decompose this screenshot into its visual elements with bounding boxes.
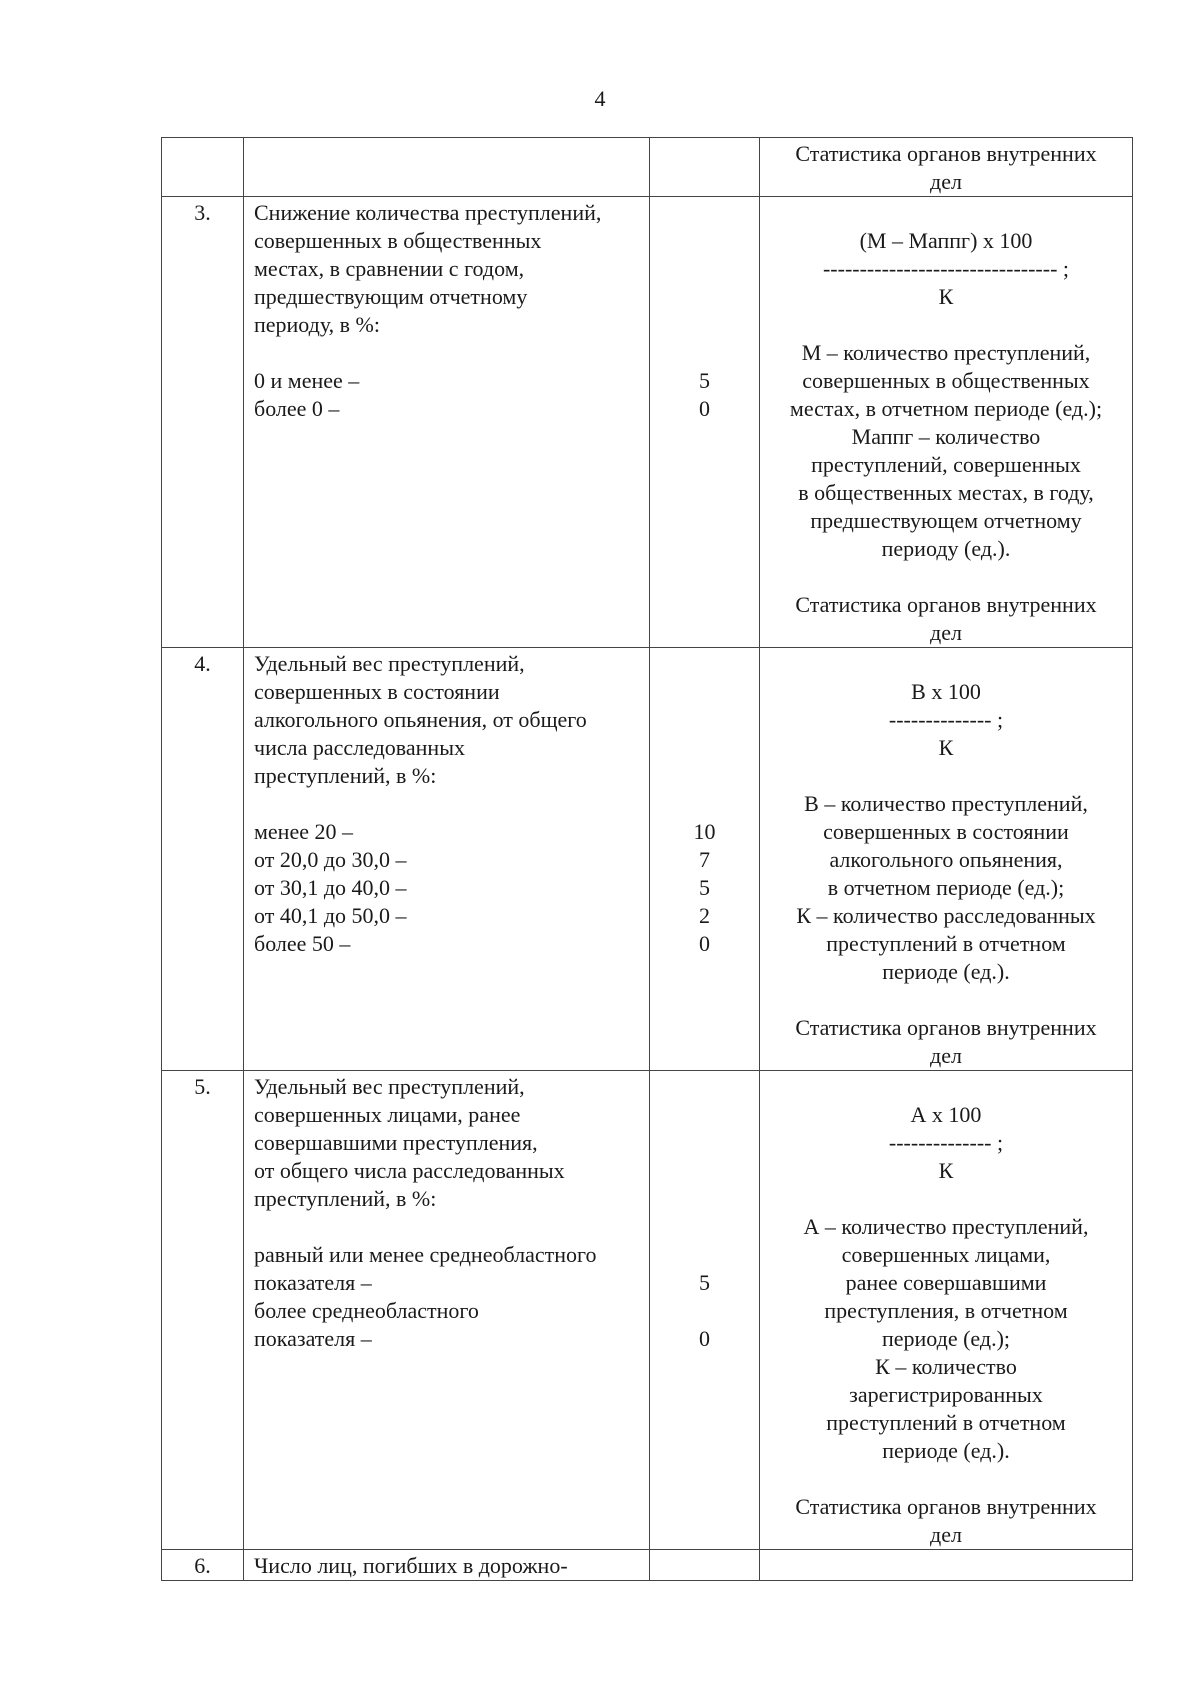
row-number: 4. [194, 651, 211, 676]
page-number: 4 [594, 86, 606, 111]
formula-cell [760, 197, 1133, 648]
description-text: предшествующим отчетному [254, 284, 528, 309]
definition-text: А – количество преступлений, [803, 1214, 1089, 1239]
description-cell [244, 197, 650, 648]
row-number-cell [162, 1550, 244, 1581]
source-text: Статистика органов внутренних [795, 1494, 1097, 1519]
description-text: совершавшими преступления, [254, 1130, 538, 1155]
description-cell [244, 648, 650, 1071]
score-value: 5 [699, 875, 710, 900]
criterion-text: менее 20 – [254, 819, 353, 844]
formula-numerator: (М – Маппг) х 100 [859, 228, 1033, 253]
formula-cell [760, 1071, 1133, 1550]
formula-denominator: К [938, 1158, 954, 1183]
definition-text: совершенных в общественных [802, 368, 1090, 393]
criterion-text: от 20,0 до 30,0 – [254, 847, 407, 872]
definition-text: К – количество расследованных [796, 903, 1096, 928]
table-row [162, 1550, 1133, 1581]
score-value: 5 [699, 368, 710, 393]
description-cell [244, 1550, 650, 1581]
criterion-text: 0 и менее – [254, 368, 360, 393]
formula-cell [760, 138, 1133, 197]
description-text: Снижение количества преступлений, [254, 200, 602, 225]
score-cell [650, 648, 760, 1071]
definition-text: преступлений в отчетном [826, 1410, 1066, 1435]
score-value: 0 [699, 396, 710, 421]
row-number-cell [162, 197, 244, 648]
formula-denominator: К [938, 735, 954, 760]
criterion-text: от 30,1 до 40,0 – [254, 875, 407, 900]
indicators-table [161, 137, 1133, 1581]
description-cell [244, 138, 650, 197]
formula-cell [760, 1550, 1133, 1581]
row-number: 5. [194, 1074, 211, 1099]
definition-text: периоде (ед.); [881, 1326, 1011, 1351]
definition-text: совершенных лицами, [841, 1242, 1051, 1267]
table-row [162, 1071, 1133, 1550]
source-text: Статистика органов внутренних [795, 141, 1097, 166]
row-number-cell [162, 1071, 244, 1550]
criterion-text: более 0 – [254, 396, 340, 421]
criterion-text: показателя – [254, 1326, 372, 1351]
source-text: дел [930, 620, 962, 645]
description-cell [244, 1071, 650, 1550]
formula-denominator: К [938, 284, 954, 309]
table-row [162, 648, 1133, 1071]
definition-text: В – количество преступлений, [804, 791, 1088, 816]
score-value: 0 [699, 931, 710, 956]
score-cell [650, 1550, 760, 1581]
score-value: 7 [699, 847, 710, 872]
score-cell [650, 138, 760, 197]
table-row [162, 138, 1133, 197]
description-text: преступлений, в %: [254, 1186, 437, 1211]
criterion-text: равный или менее среднеобластного [254, 1242, 597, 1267]
row-number-cell [162, 648, 244, 1071]
definition-text: предшествующем отчетному [810, 508, 1082, 533]
table-row [162, 197, 1133, 648]
definition-text: ранее совершавшими [845, 1270, 1047, 1295]
description-text: совершенных в состоянии [254, 679, 500, 704]
formula-bar: -------------- ; [888, 707, 1004, 732]
description-text: совершенных лицами, ранее [254, 1102, 521, 1127]
definition-text: преступления, в отчетном [824, 1298, 1068, 1323]
score-value: 2 [699, 903, 710, 928]
criterion-text: от 40,1 до 50,0 – [254, 903, 407, 928]
source-text: Статистика органов внутренних [795, 592, 1097, 617]
criterion-text: более 50 – [254, 931, 351, 956]
source-text: дел [930, 169, 962, 194]
source-text: Статистика органов внутренних [795, 1015, 1097, 1040]
definition-text: преступлений, совершенных [811, 452, 1081, 477]
description-text: Число лиц, погибших в дорожно- [254, 1553, 568, 1578]
description-text: алкогольного опьянения, от общего [254, 707, 587, 732]
description-text: числа расследованных [254, 735, 465, 760]
score-value: 10 [693, 819, 716, 844]
definition-text: периоде (ед.). [882, 959, 1010, 984]
definition-text: зарегистрированных [849, 1382, 1043, 1407]
formula-numerator: В х 100 [911, 679, 981, 704]
source-text: дел [930, 1522, 962, 1547]
definition-text: К – количество [875, 1354, 1017, 1379]
score-cell [650, 1071, 760, 1550]
definition-text: преступлений в отчетном [826, 931, 1066, 956]
score-value: 5 [699, 1270, 710, 1295]
formula-bar: -------------- ; [888, 1130, 1004, 1155]
definition-text: местах, в отчетном периоде (ед.); [789, 396, 1103, 421]
description-text: совершенных в общественных [254, 228, 542, 253]
definition-text: периоду (ед.). [881, 536, 1011, 561]
description-text: от общего числа расследованных [254, 1158, 565, 1183]
source-text: дел [930, 1043, 962, 1068]
criterion-text: более среднеобластного [254, 1298, 479, 1323]
description-text: периоду, в %: [254, 312, 380, 337]
description-text: преступлений, в %: [254, 763, 437, 788]
definition-text: Маппг – количество [851, 424, 1041, 449]
definition-text: в отчетном периоде (ед.); [827, 875, 1065, 900]
row-number-cell [162, 138, 244, 197]
description-text: местах, в сравнении с годом, [254, 256, 525, 281]
score-value: 0 [699, 1326, 710, 1351]
formula-numerator: А х 100 [910, 1102, 982, 1127]
definition-text: совершенных в состоянии [823, 819, 1069, 844]
definition-text: периоде (ед.). [882, 1438, 1010, 1463]
definition-text: М – количество преступлений, [801, 340, 1091, 365]
criterion-text: показателя – [254, 1270, 372, 1295]
row-number: 3. [194, 200, 211, 225]
score-cell [650, 197, 760, 648]
row-number: 6. [194, 1553, 211, 1578]
definition-text: алкогольного опьянения, [829, 847, 1063, 872]
description-text: Удельный вес преступлений, [254, 1074, 525, 1099]
formula-bar: -------------------------------- ; [822, 256, 1070, 281]
formula-cell [760, 648, 1133, 1071]
definition-text: в общественных местах, в году, [798, 480, 1094, 505]
description-text: Удельный вес преступлений, [254, 651, 525, 676]
